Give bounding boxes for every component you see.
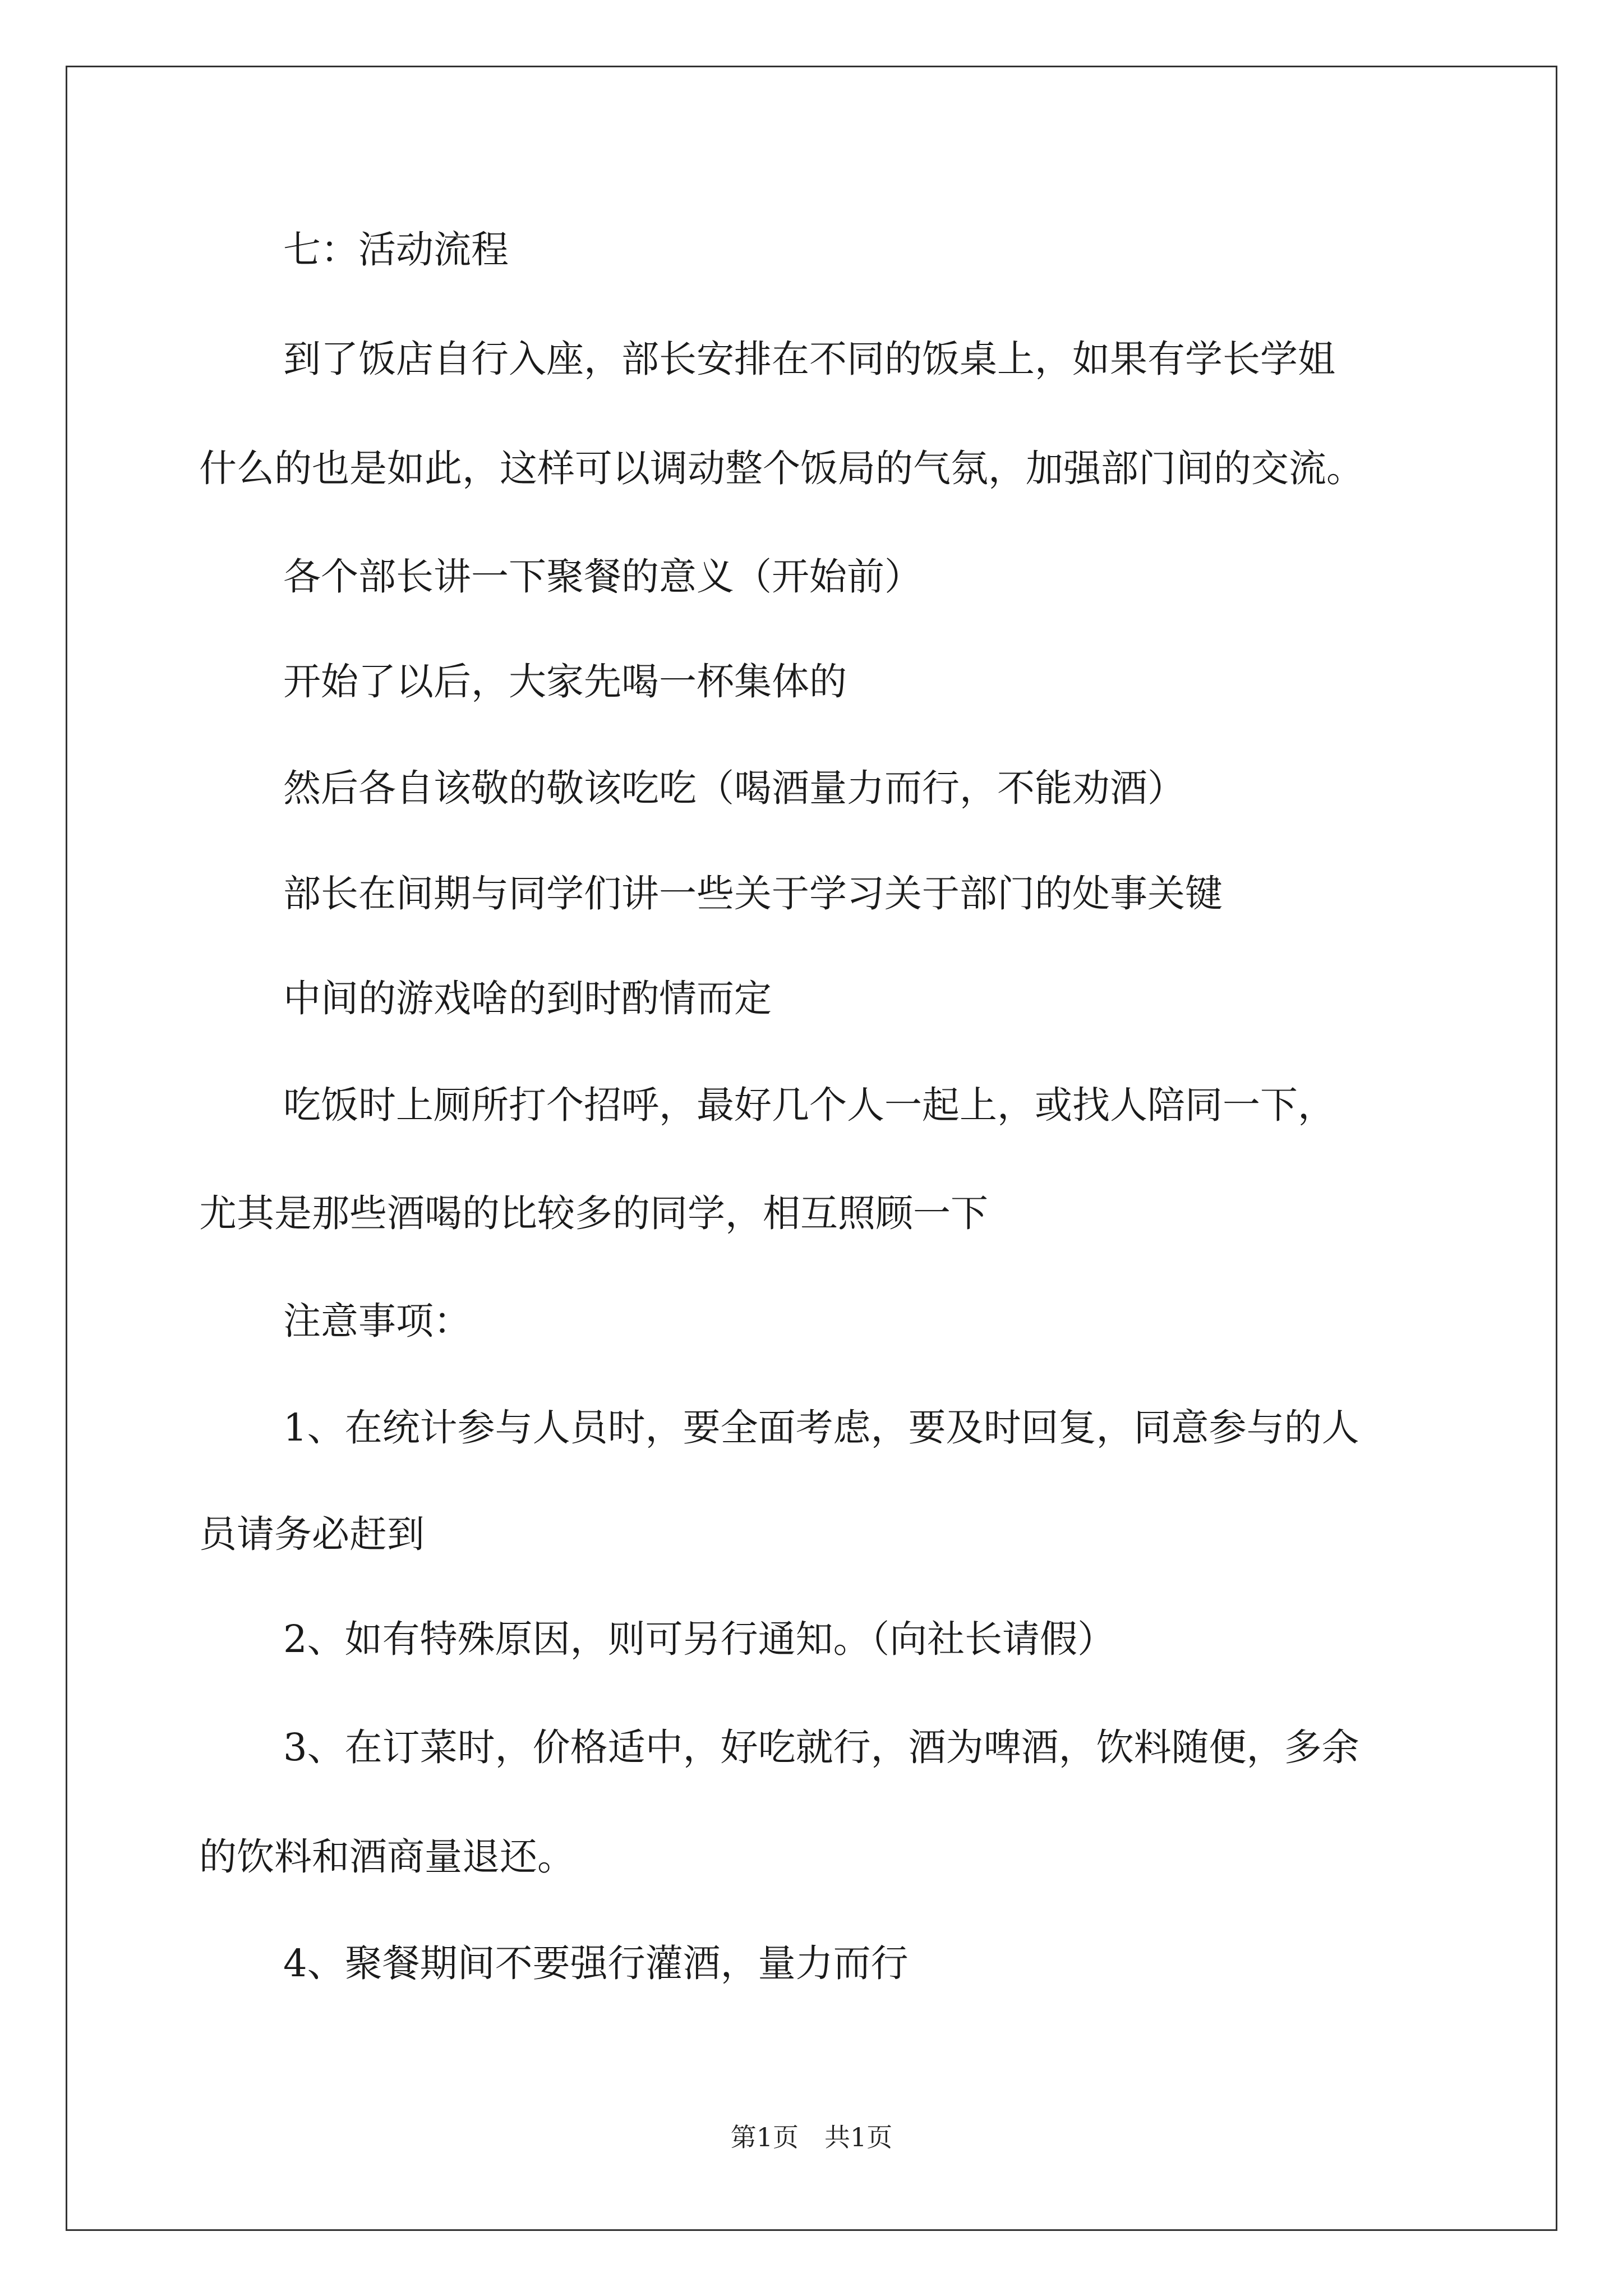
list-item-continuation: 员请务必赶到 <box>199 1512 425 1556</box>
list-item: 3、在订菜时，价格适中，好吃就行，酒为啤酒，饮料随便，多余 <box>283 1726 1359 1769</box>
paragraph-line: 吃饭时上厕所打个招呼，最好几个人一起上，或找人陪同一下， <box>283 1083 1335 1127</box>
list-item: 1、在统计参与人员时，要全面考虑，要及时回复，同意参与的人 <box>283 1406 1359 1450</box>
paragraph-line: 然后各自该敬的敬该吃吃（喝酒量力而行，不能劝酒） <box>283 766 1185 810</box>
page-footer: 第1页 共1页 <box>730 2122 893 2152</box>
section-heading: 注意事项： <box>283 1299 471 1343</box>
section-heading: 七：活动流程 <box>283 228 509 272</box>
page-border <box>66 66 1557 2231</box>
list-item: 2、如有特殊原因，则可另行通知。（向社长请假） <box>283 1617 1115 1661</box>
paragraph-line: 到了饭店自行入座，部长安排在不同的饭桌上，如果有学长学姐 <box>283 337 1335 381</box>
list-item: 4、聚餐期间不要强行灌酒，量力而行 <box>283 1941 909 1985</box>
paragraph-line: 什么的也是如此，这样可以调动整个饭局的气氛，加强部门间的交流。 <box>199 447 1364 490</box>
paragraph-line: 各个部长讲一下聚餐的意义（开始前） <box>283 555 922 599</box>
paragraph-line: 中间的游戏啥的到时酌情而定 <box>283 977 772 1020</box>
list-item-continuation: 的饮料和酒商量退还。 <box>199 1835 575 1879</box>
paragraph-line: 开始了以后，大家先喝一杯集体的 <box>283 660 847 703</box>
paragraph-line: 尤其是那些酒喝的比较多的同学，相互照顾一下 <box>199 1191 988 1235</box>
paragraph-line: 部长在间期与同学们讲一些关于学习关于部门的处事关键 <box>283 872 1223 915</box>
